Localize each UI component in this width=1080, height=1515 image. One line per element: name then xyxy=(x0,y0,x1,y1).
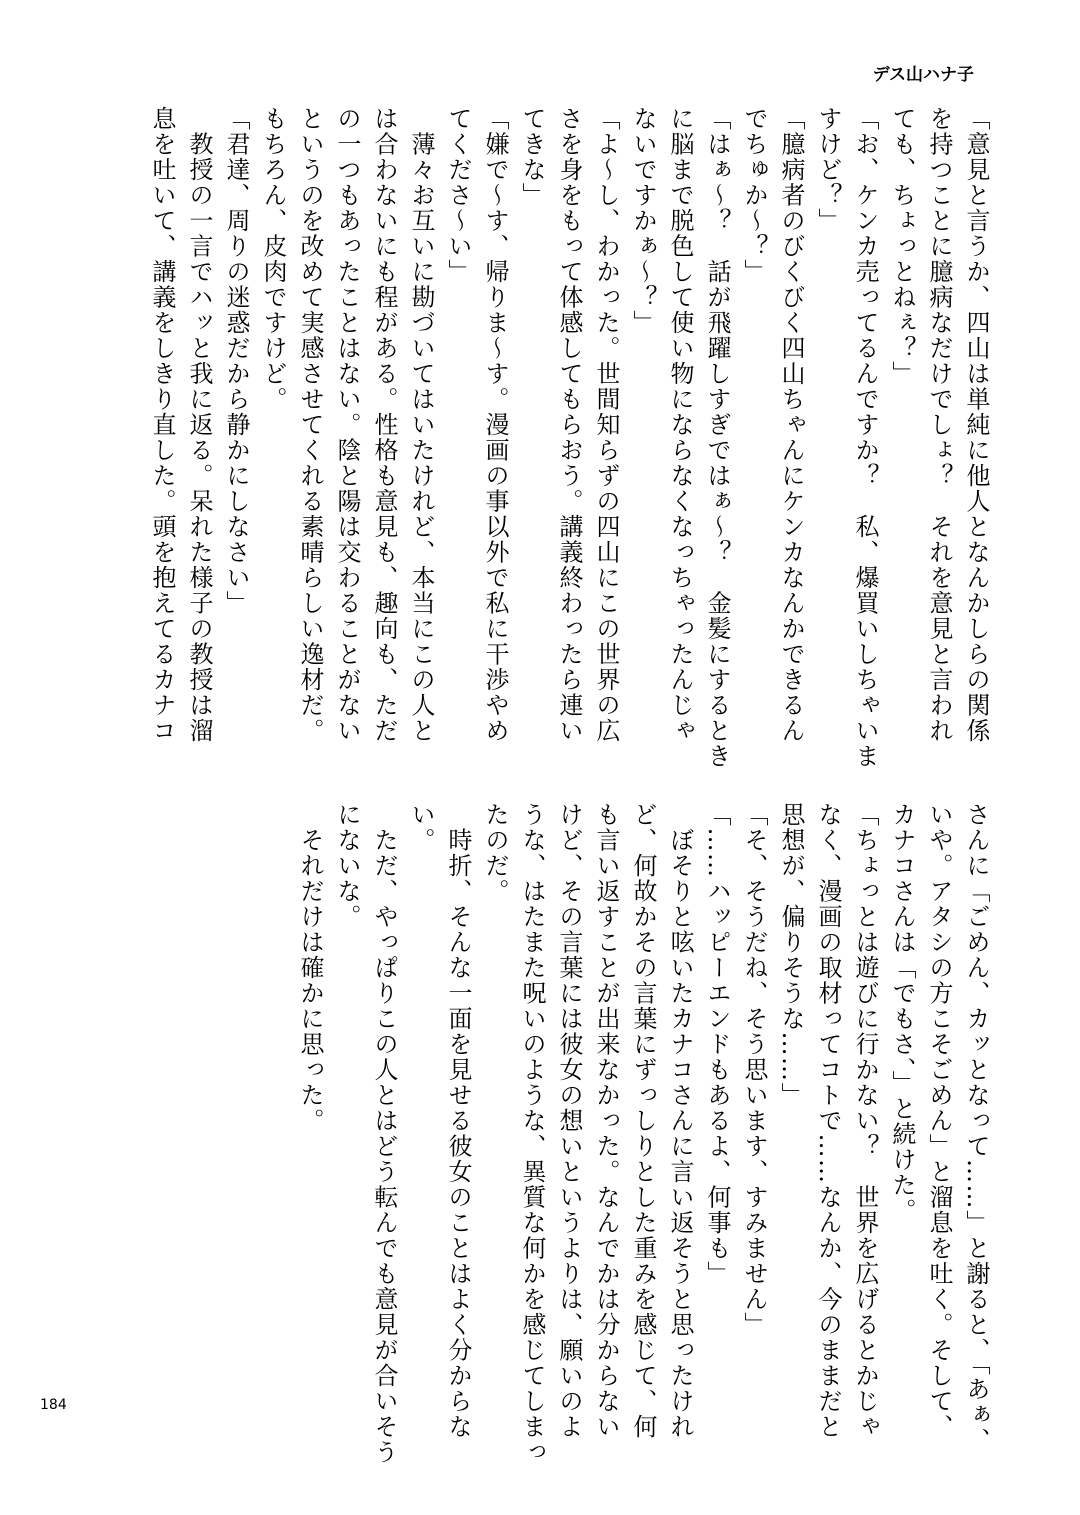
text-line: カナコさんは「でもさ、」と続けた。 xyxy=(888,802,916,1224)
text-line: てきな」 xyxy=(518,106,546,208)
text-line: の一つもあったことはない。陰と陽は交わることがない xyxy=(333,106,361,744)
running-head-author: デス山ハナ子 xyxy=(872,65,974,85)
text-line: 教授の一言でハッと我に返る。呆れた様子の教授は溜 xyxy=(185,106,213,744)
text-line: たのだ。 xyxy=(481,802,509,904)
text-line: というのを改めて実感させてくれる素晴らしい逸材だ。 xyxy=(296,106,324,744)
text-line: さんに「ごめん、カッとなって……」と謝ると、「あぁ、 xyxy=(962,802,990,1453)
text-line: も言い返すことが出来なかった。なんでかは分からない xyxy=(592,802,620,1440)
text-line: なく、漫画の取材ってコトで……なんか、今のままだと xyxy=(814,802,842,1440)
text-line: ど、何故かその言葉にずっしりとした重みを感じて、何 xyxy=(629,802,657,1440)
text-line: 「君達、周りの迷惑だから静かにしなさい」 xyxy=(222,106,250,616)
text-line: 「よ～し、わかった。世間知らずの四山にこの世界の広 xyxy=(592,106,620,744)
text-line: いや。アタシの方こそごめん」と溜息を吐く。そして、 xyxy=(925,802,953,1440)
text-line: それだけは確かに思った。 xyxy=(296,802,324,1134)
text-line: 時折、そんな一面を見せる彼女のことはよく分からな xyxy=(444,802,472,1440)
text-line: ただ、やっぱりこの人とはどう転んでも意見が合いそう xyxy=(370,802,398,1465)
text-line: 「臆病者のびくびく四山ちゃんにケンカなんかできるん xyxy=(777,106,805,744)
text-line: は合わないにも程がある。性格も意見も、趣向も、ただ xyxy=(370,106,398,744)
page-number: 184 xyxy=(40,1397,67,1413)
text-line: を持つことに臆病なだけでしょ？ それを意見と言われ xyxy=(925,106,953,744)
text-line: 思想が、偏りそうな……」 xyxy=(777,802,805,1108)
upper-text-block xyxy=(148,106,994,769)
text-line: 「はぁ～？ 話が飛躍しすぎではぁ～？ 金髪にするとき xyxy=(703,106,731,769)
text-line: もちろん、皮肉ですけど。 xyxy=(259,106,287,412)
text-line: 「……ハッピーエンドもあるよ、何事も」 xyxy=(703,802,731,1287)
text-line: 薄々お互いに勘づいてはいたけれど、本当にこの人と xyxy=(407,106,435,744)
text-line: い。 xyxy=(407,802,435,853)
text-line: に脳まで脱色して使い物にならなくなっちゃったんじゃ xyxy=(666,106,694,744)
text-line: 「嫌で～す、帰りま～す。漫画の事以外で私に干渉やめ xyxy=(481,106,509,744)
text-line: 「お、ケンカ売ってるんですか？ 私、爆買いしちゃいま xyxy=(851,106,879,769)
text-line: さを身をもって体感してもらおう。講義終わったら連い xyxy=(555,106,583,744)
text-line: けど、その言葉には彼女の想いというよりは、願いのよ xyxy=(555,802,583,1440)
text-line: でちゅか～？」 xyxy=(740,106,768,285)
text-line: ても、ちょっとねぇ？」 xyxy=(888,106,916,387)
text-line: 「ちょっとは遊びに行かない？ 世界を広げるとかじゃ xyxy=(851,802,879,1440)
text-line: 「意見と言うか、四山は単純に他人となんかしらの関係 xyxy=(962,106,990,744)
text-line: すけど？」 xyxy=(814,106,842,234)
text-line: てくださ～い」 xyxy=(444,106,472,285)
text-line: にないな。 xyxy=(333,802,361,930)
text-line: ぼそりと呟いたカナコさんに言い返そうと思ったけれ xyxy=(666,802,694,1440)
text-line: ないですかぁ～？」 xyxy=(629,106,657,336)
lower-text-block xyxy=(160,802,994,1465)
text-line: 息を吐いて、講義をしきり直した。頭を抱えてるカナコ xyxy=(148,106,176,744)
text-line: うな、はたまた呪いのような、異質な何かを感じてしまっ xyxy=(518,802,546,1465)
text-line: 「そ、そうだね、そう思います、すみません」 xyxy=(740,802,768,1338)
